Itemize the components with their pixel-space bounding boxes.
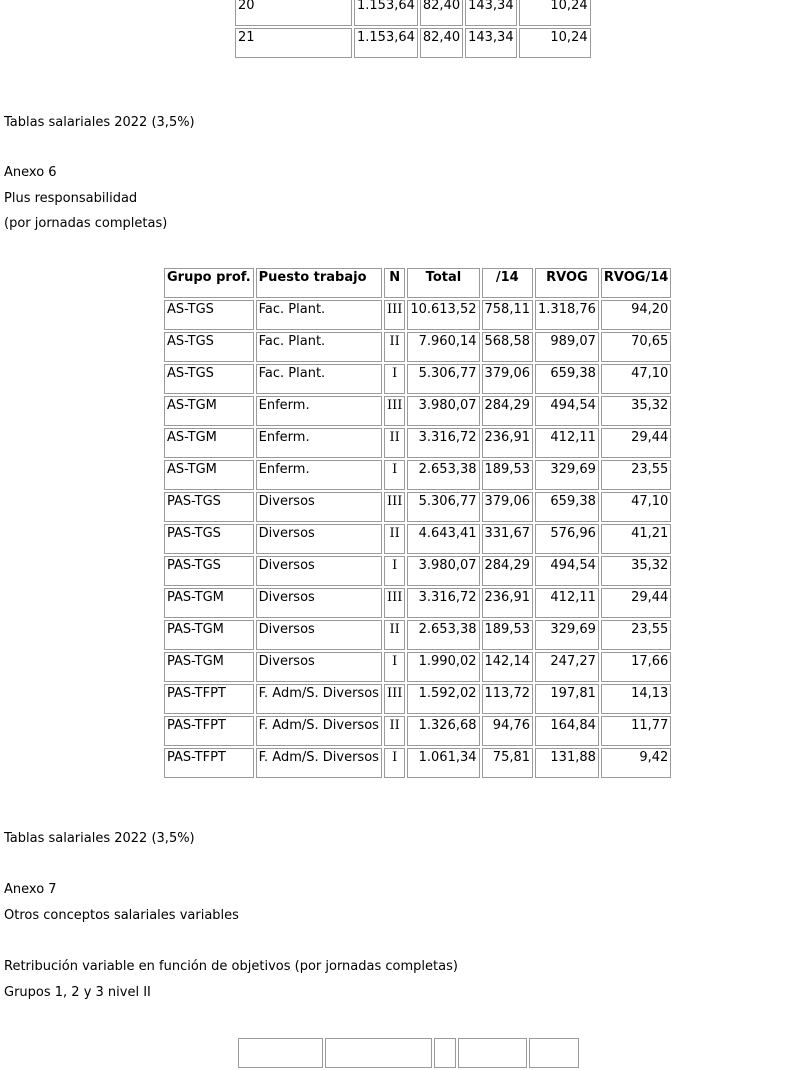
header-total-14: /14 bbox=[482, 268, 534, 298]
rvog-cell: 989,07 bbox=[535, 332, 599, 362]
position-cell: Fac. Plant. bbox=[256, 300, 382, 330]
level-cell: III bbox=[384, 492, 405, 522]
annex-subtitle: Plus responsabilidad bbox=[4, 191, 138, 206]
rvog-cell: 412,11 bbox=[535, 428, 599, 458]
total-14-cell: 568,58 bbox=[482, 332, 534, 362]
rvog-14-cell: 14,13 bbox=[601, 684, 671, 714]
table-row bbox=[164, 556, 671, 586]
group-cell: PAS-TFPT bbox=[164, 684, 254, 714]
level-cell: II bbox=[384, 428, 405, 458]
group-cell: AS-TGS bbox=[164, 300, 254, 330]
table-row bbox=[164, 492, 671, 522]
total-cell: 1.990,02 bbox=[407, 652, 479, 682]
total-cell: 1.326,68 bbox=[407, 716, 479, 746]
position-cell: Diversos bbox=[256, 492, 382, 522]
rvog-14-cell: 23,55 bbox=[601, 460, 671, 490]
annex-note: (por jornadas completas) bbox=[4, 216, 168, 231]
position-cell: Enferm. bbox=[256, 396, 382, 426]
group-cell: PAS-TGS bbox=[164, 492, 254, 522]
total-14-cell: 758,11 bbox=[482, 300, 534, 330]
rvog-14-cell: 23,55 bbox=[601, 620, 671, 650]
rvog-cell: 329,69 bbox=[535, 460, 599, 490]
row-label-cell: 21 bbox=[235, 28, 352, 58]
level-cell: III bbox=[384, 396, 405, 426]
group-cell: PAS-TGM bbox=[164, 588, 254, 618]
value-cell: 143,34 bbox=[465, 28, 517, 58]
annex-subtitle-2: Otros conceptos salariales variables bbox=[4, 908, 239, 923]
position-cell: Diversos bbox=[256, 652, 382, 682]
table-row bbox=[164, 748, 671, 778]
total-cell: 1.592,02 bbox=[407, 684, 479, 714]
total-cell: 3.316,72 bbox=[407, 428, 479, 458]
total-14-cell: 236,91 bbox=[482, 428, 534, 458]
header-total: Total bbox=[407, 268, 479, 298]
total-14-cell: 236,91 bbox=[482, 588, 534, 618]
total-14-cell: 113,72 bbox=[482, 684, 534, 714]
group-cell: AS-TGS bbox=[164, 364, 254, 394]
total-cell: 2.653,38 bbox=[407, 460, 479, 490]
table-cell bbox=[529, 1038, 579, 1068]
total-14-cell: 284,29 bbox=[482, 396, 534, 426]
table-cell bbox=[458, 1038, 527, 1068]
table-row bbox=[164, 588, 671, 618]
table-header-row bbox=[164, 268, 671, 298]
level-cell: I bbox=[384, 652, 405, 682]
level-cell: III bbox=[384, 300, 405, 330]
rvog-14-cell: 94,20 bbox=[601, 300, 671, 330]
level-cell: III bbox=[384, 684, 405, 714]
position-cell: Fac. Plant. bbox=[256, 332, 382, 362]
rvog-cell: 1.318,76 bbox=[535, 300, 599, 330]
level-cell: II bbox=[384, 524, 405, 554]
annex-title: Anexo 6 bbox=[4, 165, 57, 180]
group-cell: AS-TGM bbox=[164, 460, 254, 490]
rvog-cell: 659,38 bbox=[535, 364, 599, 394]
table-row bbox=[164, 428, 671, 458]
group-cell: AS-TGM bbox=[164, 428, 254, 458]
level-cell: I bbox=[384, 460, 405, 490]
level-cell: I bbox=[384, 748, 405, 778]
header-rvog: RVOG bbox=[535, 268, 599, 298]
rvog-14-cell: 70,65 bbox=[601, 332, 671, 362]
level-cell: II bbox=[384, 332, 405, 362]
rvog-14-cell: 29,44 bbox=[601, 428, 671, 458]
position-cell: Diversos bbox=[256, 620, 382, 650]
group-cell: PAS-TGM bbox=[164, 620, 254, 650]
group-cell: PAS-TGS bbox=[164, 556, 254, 586]
table-row bbox=[164, 332, 671, 362]
value-cell: 10,24 bbox=[519, 28, 591, 58]
group-cell: PAS-TFPT bbox=[164, 748, 254, 778]
total-cell: 3.980,07 bbox=[407, 556, 479, 586]
level-cell: II bbox=[384, 620, 405, 650]
rvog-14-cell: 29,44 bbox=[601, 588, 671, 618]
position-cell: Diversos bbox=[256, 556, 382, 586]
total-14-cell: 189,53 bbox=[482, 620, 534, 650]
total-14-cell: 142,14 bbox=[482, 652, 534, 682]
section-heading: Tablas salariales 2022 (3,5%) bbox=[4, 115, 195, 130]
group-cell: PAS-TFPT bbox=[164, 716, 254, 746]
level-cell: I bbox=[384, 364, 405, 394]
table-row bbox=[238, 1038, 579, 1068]
level-cell: III bbox=[384, 588, 405, 618]
rvog-cell: 576,96 bbox=[535, 524, 599, 554]
table-row bbox=[235, 28, 591, 58]
variable-pay-description: Retribución variable en función de objetivos (por jornadas completas) bbox=[4, 959, 458, 974]
total-14-cell: 379,06 bbox=[482, 364, 534, 394]
position-cell: F. Adm/S. Diversos bbox=[256, 716, 382, 746]
responsibility-plus-table bbox=[162, 266, 673, 780]
table-row bbox=[164, 460, 671, 490]
header-nivel: N bbox=[384, 268, 405, 298]
total-14-cell: 331,67 bbox=[482, 524, 534, 554]
table-row bbox=[164, 620, 671, 650]
group-cell: AS-TGS bbox=[164, 332, 254, 362]
total-14-cell: 379,06 bbox=[482, 492, 534, 522]
table-row bbox=[164, 716, 671, 746]
rvog-cell: 494,54 bbox=[535, 396, 599, 426]
next-salary-table bbox=[236, 1036, 581, 1070]
header-rvog-14: RVOG/14 bbox=[601, 268, 671, 298]
total-cell: 10.613,52 bbox=[407, 300, 479, 330]
table-cell bbox=[238, 1038, 323, 1068]
value-cell: 1.153,64 bbox=[354, 28, 418, 58]
total-cell: 7.960,14 bbox=[407, 332, 479, 362]
value-cell: 10,24 bbox=[519, 0, 591, 26]
table-cell bbox=[434, 1038, 456, 1068]
total-cell: 3.316,72 bbox=[407, 588, 479, 618]
position-cell: F. Adm/S. Diversos bbox=[256, 748, 382, 778]
position-cell: F. Adm/S. Diversos bbox=[256, 684, 382, 714]
position-cell: Enferm. bbox=[256, 428, 382, 458]
row-label-cell: 20 bbox=[235, 0, 352, 26]
position-cell: Diversos bbox=[256, 588, 382, 618]
total-cell: 3.980,07 bbox=[407, 396, 479, 426]
total-cell: 5.306,77 bbox=[407, 364, 479, 394]
rvog-cell: 329,69 bbox=[535, 620, 599, 650]
position-cell: Enferm. bbox=[256, 460, 382, 490]
rvog-cell: 164,84 bbox=[535, 716, 599, 746]
group-cell: PAS-TGS bbox=[164, 524, 254, 554]
table-row bbox=[235, 0, 591, 26]
table-row bbox=[164, 652, 671, 682]
position-cell: Diversos bbox=[256, 524, 382, 554]
value-cell: 143,34 bbox=[465, 0, 517, 26]
rvog-14-cell: 9,42 bbox=[601, 748, 671, 778]
rvog-cell: 131,88 bbox=[535, 748, 599, 778]
table-row bbox=[164, 300, 671, 330]
header-grupo-prof: Grupo prof. bbox=[164, 268, 254, 298]
rvog-cell: 197,81 bbox=[535, 684, 599, 714]
section-heading-2: Tablas salariales 2022 (3,5%) bbox=[4, 831, 195, 846]
table-row bbox=[164, 684, 671, 714]
position-cell: Fac. Plant. bbox=[256, 364, 382, 394]
rvog-14-cell: 35,32 bbox=[601, 396, 671, 426]
level-cell: I bbox=[384, 556, 405, 586]
rvog-14-cell: 47,10 bbox=[601, 492, 671, 522]
total-cell: 4.643,41 bbox=[407, 524, 479, 554]
rvog-14-cell: 11,77 bbox=[601, 716, 671, 746]
table-row bbox=[164, 396, 671, 426]
table-row bbox=[164, 364, 671, 394]
value-cell: 82,40 bbox=[420, 28, 463, 58]
previous-salary-table bbox=[233, 0, 593, 60]
total-cell: 1.061,34 bbox=[407, 748, 479, 778]
rvog-cell: 412,11 bbox=[535, 588, 599, 618]
total-14-cell: 189,53 bbox=[482, 460, 534, 490]
table-cell bbox=[325, 1038, 432, 1068]
level-cell: II bbox=[384, 716, 405, 746]
rvog-cell: 247,27 bbox=[535, 652, 599, 682]
group-cell: PAS-TGM bbox=[164, 652, 254, 682]
value-cell: 1.153,64 bbox=[354, 0, 418, 26]
rvog-cell: 494,54 bbox=[535, 556, 599, 586]
table-row bbox=[164, 524, 671, 554]
value-cell: 82,40 bbox=[420, 0, 463, 26]
rvog-14-cell: 35,32 bbox=[601, 556, 671, 586]
total-cell: 2.653,38 bbox=[407, 620, 479, 650]
total-14-cell: 75,81 bbox=[482, 748, 534, 778]
total-14-cell: 94,76 bbox=[482, 716, 534, 746]
rvog-cell: 659,38 bbox=[535, 492, 599, 522]
rvog-14-cell: 47,10 bbox=[601, 364, 671, 394]
total-cell: 5.306,77 bbox=[407, 492, 479, 522]
header-puesto-trabajo: Puesto trabajo bbox=[256, 268, 382, 298]
group-cell: AS-TGM bbox=[164, 396, 254, 426]
annex-title-2: Anexo 7 bbox=[4, 882, 57, 897]
groups-description: Grupos 1, 2 y 3 nivel II bbox=[4, 985, 151, 1000]
total-14-cell: 284,29 bbox=[482, 556, 534, 586]
rvog-14-cell: 41,21 bbox=[601, 524, 671, 554]
rvog-14-cell: 17,66 bbox=[601, 652, 671, 682]
